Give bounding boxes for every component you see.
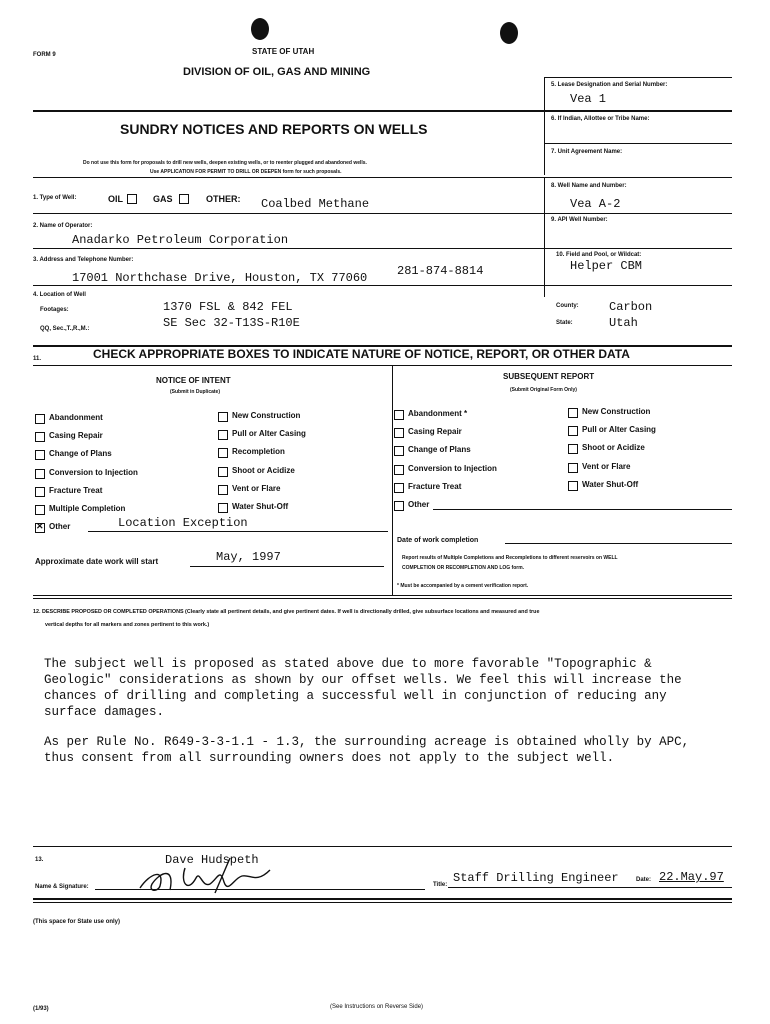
form-number: FORM 9	[33, 52, 56, 58]
intent-left-checkbox-5[interactable]	[35, 505, 45, 515]
signature	[130, 848, 290, 898]
well-name-value: Vea A-2	[570, 197, 621, 211]
address-label: 3. Address and Telephone Number:	[33, 257, 134, 263]
lease-label: 5. Lease Designation and Serial Number:	[551, 82, 668, 88]
other-type-label: OTHER:	[206, 194, 241, 204]
approx-date-label: Approximate date work will start	[35, 557, 159, 566]
oil-checkbox[interactable]	[127, 194, 137, 204]
form-revision: (1/93)	[33, 1006, 49, 1012]
sub-right-label-3: Vent or Flare	[582, 461, 631, 471]
sub-left-label-4: Fracture Treat	[408, 481, 462, 491]
other-intent-value: Location Exception	[118, 516, 248, 530]
notice-line-2: Use APPLICATION FOR PERMIT TO DRILL OR DEEPEN form for such proposals.	[150, 169, 342, 175]
state-heading: STATE OF UTAH	[252, 47, 315, 56]
intent-left-label-1: Casing Repair	[49, 431, 103, 441]
county-value: Carbon	[609, 300, 653, 314]
intent-left-checkbox-3[interactable]	[35, 469, 45, 479]
sub-left-checkbox-0[interactable]	[394, 410, 404, 420]
intent-left-label-4: Fracture Treat	[49, 485, 103, 495]
intent-left-checkbox-2[interactable]	[35, 450, 45, 460]
intent-right-checkbox-4[interactable]	[218, 485, 228, 495]
sub-left-label-5: Other	[408, 500, 430, 509]
footages-value: 1370 FSL & 842 FEL	[163, 300, 293, 314]
sub-right-label-0: New Construction	[582, 407, 651, 416]
report-note-2: COMPLETION OR RECOMPLETION AND LOG form.	[402, 565, 525, 571]
name-signature-label: Name & Signature:	[35, 884, 89, 890]
gas-checkbox[interactable]	[179, 194, 189, 204]
well-name-label: 8. Well Name and Number:	[551, 183, 627, 189]
operator-value: Anadarko Petroleum Corporation	[72, 233, 289, 247]
intent-right-label-3: Shoot or Acidize	[232, 465, 295, 475]
intent-right-checkbox-2[interactable]	[218, 448, 228, 458]
intent-left-label-6: Other	[49, 522, 71, 532]
indian-label: 6. If Indian, Allottee or Tribe Name:	[551, 116, 650, 122]
sub-right-checkbox-3[interactable]	[568, 463, 578, 473]
lease-value: Vea 1	[570, 92, 607, 106]
operator-label: 2. Name of Operator:	[33, 223, 93, 229]
gas-label: GAS	[153, 194, 173, 204]
state-label: State:	[556, 320, 573, 326]
sub-left-label-3: Conversion to Injection	[408, 463, 497, 473]
state-use-note: (This space for State use only)	[33, 919, 121, 925]
section13-number: 13.	[35, 857, 44, 863]
date-label: Date:	[636, 877, 652, 883]
printed-name: Dave Hudspeth	[165, 853, 259, 867]
intent-left-label-3: Conversion to Injection	[49, 467, 138, 477]
intent-right-checkbox-1[interactable]	[218, 430, 228, 440]
sub-left-checkbox-2[interactable]	[394, 446, 404, 456]
punch-hole-right	[500, 22, 518, 44]
intent-right-label-4: Vent or Flare	[232, 483, 281, 493]
field-value: Helper CBM	[570, 259, 643, 273]
section12-label-2: vertical depths for all markers and zones pertinent to this work.)	[45, 622, 210, 628]
operations-description	[44, 656, 704, 776]
section11-number: 11.	[33, 356, 42, 362]
punch-hole-left	[251, 18, 269, 40]
intent-right-checkbox-3[interactable]	[218, 467, 228, 477]
section12-label-1: 12. DESCRIBE PROPOSED OR COMPLETED OPERATIONS (Clearly state all pertinent details, and give pertinent dates. If well is directionally drilled, give subsurface locations and measured and true	[33, 609, 540, 615]
completion-date-label: Date of work completion	[397, 537, 479, 544]
section11-title: CHECK APPROPRIATE BOXES TO INDICATE NATURE OF NOTICE, REPORT, OR OTHER DATA	[93, 347, 630, 361]
sub-left-label-0: Abandonment *	[408, 409, 468, 418]
location-label: 4. Location of Well	[33, 292, 86, 298]
api-label: 9. API Well Number:	[551, 217, 608, 223]
division-heading: DIVISION OF OIL, GAS AND MINING	[183, 66, 371, 78]
intent-left-checkbox-0[interactable]	[35, 414, 45, 424]
subsequent-subtitle: (Submit Original Form Only)	[510, 387, 577, 393]
notice-line-1: Do not use this form for proposals to drill new wells, deepen existing wells, or to reenter plugged and abandoned wells.	[83, 160, 367, 166]
sub-left-checkbox-4[interactable]	[394, 483, 404, 493]
intent-right-label-0: New Construction	[232, 411, 301, 420]
oil-label: OIL	[108, 194, 123, 204]
sub-right-label-4: Water Shut-Off	[582, 479, 639, 489]
title-label: Title:	[433, 882, 448, 888]
footages-label: Footages:	[40, 307, 69, 313]
intent-left-label-0: Abandonment	[49, 413, 103, 422]
title-value: Staff Drilling Engineer	[453, 871, 619, 885]
sub-left-label-1: Casing Repair	[408, 427, 462, 437]
right-column-border	[544, 77, 545, 175]
qq-label: QQ, Sec.,T.,R.,M.:	[40, 326, 90, 332]
field-label: 10. Field and Pool, or Wildcat:	[556, 252, 642, 258]
sub-left-checkbox-1[interactable]	[394, 428, 404, 438]
intent-title: NOTICE OF INTENT	[156, 376, 231, 385]
cement-note: * Must be accompanied by a cement verification report.	[397, 583, 529, 589]
intent-left-label-5: Multiple Completion	[49, 504, 126, 513]
sub-right-label-1: Pull or Alter Casing	[582, 425, 656, 435]
report-note-1: Report results of Multiple Completions and Recompletions to different reservoirs on WELL	[402, 555, 618, 561]
address-value: 17001 Northchase Drive, Houston, TX 77060	[72, 271, 368, 285]
sub-left-label-2: Change of Plans	[408, 445, 471, 455]
intent-left-label-2: Change of Plans	[49, 449, 112, 459]
other-type-value: Coalbed Methane	[261, 197, 370, 211]
intent-right-label-5: Water Shut-Off	[232, 502, 289, 511]
sub-right-checkbox-4[interactable]	[568, 481, 578, 491]
approx-date-value: May, 1997	[216, 550, 281, 564]
sub-right-label-2: Shoot or Acidize	[582, 443, 645, 453]
sub-right-checkbox-2[interactable]	[568, 444, 578, 454]
well-type-label: 1. Type of Well:	[33, 195, 77, 201]
intent-right-label-2: Recompletion	[232, 447, 285, 457]
sub-right-checkbox-0[interactable]	[568, 408, 578, 418]
date-value: 22.May.97	[659, 870, 724, 884]
sub-left-checkbox-5[interactable]	[394, 501, 404, 511]
intent-right-checkbox-0[interactable]	[218, 412, 228, 422]
description-paragraph-2: As per Rule No. R649-3-3-1.1 - 1.3, the surrounding acreage is obtained wholly by APC, thus consent from all surrounding owners does not apply to the subject well.	[44, 735, 690, 765]
intent-subtitle: (Submit in Duplicate)	[170, 389, 220, 395]
unit-label: 7. Unit Agreement Name:	[551, 149, 623, 155]
phone-value: 281-874-8814	[397, 264, 484, 278]
sub-left-checkbox-3[interactable]	[394, 465, 404, 475]
description-paragraph-1: The subject well is proposed as stated above due to more favorable "Topographic & Geologic" considerations as shown by our offset wells. We feel this will increase the chances of drilling and completing a successful well in conjunction of reducing any surface damages.	[44, 657, 682, 719]
intent-left-checkbox-6[interactable]	[35, 523, 45, 533]
qq-value: SE Sec 32-T13S-R10E	[163, 316, 300, 330]
sub-right-checkbox-1[interactable]	[568, 426, 578, 436]
intent-left-checkbox-4[interactable]	[35, 487, 45, 497]
intent-right-checkbox-5[interactable]	[218, 503, 228, 513]
intent-left-checkbox-1[interactable]	[35, 432, 45, 442]
form-title: SUNDRY NOTICES AND REPORTS ON WELLS	[120, 121, 428, 137]
intent-right-label-1: Pull or Alter Casing	[232, 429, 306, 439]
instructions-note: (See Instructions on Reverse Side)	[330, 1004, 424, 1010]
subsequent-title: SUBSEQUENT REPORT	[503, 372, 595, 381]
state-value: Utah	[609, 316, 638, 330]
county-label: County:	[556, 303, 579, 309]
